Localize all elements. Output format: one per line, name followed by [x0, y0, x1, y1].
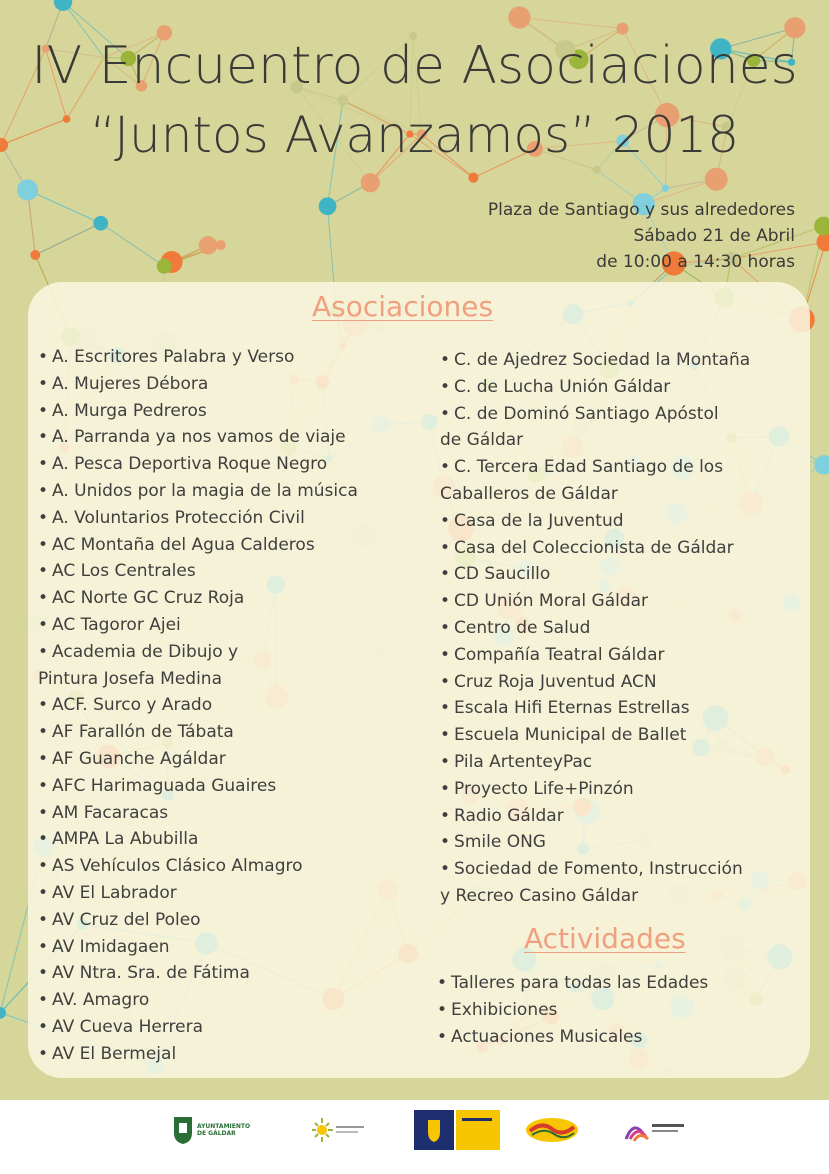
logo1-line1: AYUNTAMIENTO	[197, 1123, 251, 1130]
bullet-icon: •	[38, 614, 49, 635]
list-item-text: AF Guanche Agáldar	[52, 748, 226, 769]
cabildo-gran-canaria-logo	[414, 1110, 500, 1150]
list-item-text: AF Farallón de Tábata	[52, 722, 234, 743]
bullet-icon: •	[38, 534, 49, 555]
network-node	[468, 173, 478, 183]
list-item-text: Centro de Salud	[454, 617, 591, 638]
list-item-text: Pintura Josefa Medina	[38, 668, 222, 689]
list-item	[38, 692, 428, 719]
list-item	[440, 749, 810, 776]
list-item	[38, 800, 428, 827]
bullet-icon: •	[38, 427, 49, 448]
list-item	[437, 1024, 807, 1051]
list-item	[38, 773, 428, 800]
list-item-text: CD Saucillo	[454, 564, 551, 585]
list-item-text: Exhibiciones	[451, 999, 558, 1020]
actividades-list	[437, 970, 807, 1050]
bullet-icon: •	[38, 829, 49, 850]
bullet-icon: •	[437, 973, 448, 993]
ayuntamiento-galdar-logo	[172, 1110, 250, 1150]
list-item-text: Academia de Dibujo y	[52, 641, 239, 662]
list-item-text: Pila ArtenteyPac	[454, 751, 593, 772]
list-item-text: AFC Harimaguada Guaires	[52, 775, 277, 796]
list-item	[38, 639, 428, 666]
list-item	[38, 344, 428, 371]
list-item-text: AV Imidagaen	[52, 936, 170, 957]
list-item-text: AM Facaracas	[52, 802, 169, 823]
list-item	[440, 829, 810, 856]
list-item-text: Sociedad de Fomento, Instrucción	[454, 859, 743, 880]
partner-logo-5	[622, 1110, 688, 1150]
network-link	[101, 223, 164, 266]
bullet-icon: •	[38, 641, 49, 662]
list-item	[38, 746, 428, 773]
sunburst-logo-icon	[312, 1115, 366, 1145]
bullet-icon: •	[38, 748, 49, 769]
list-item-text: AV. Amagro	[52, 990, 150, 1011]
list-item	[440, 856, 810, 883]
list-item-text: A. Pesca Deportiva Roque Negro	[52, 454, 328, 475]
list-item	[440, 427, 810, 454]
list-item-text: Escuela Municipal de Ballet	[454, 725, 687, 746]
list-item	[38, 558, 428, 585]
bullet-icon: •	[437, 1026, 448, 1047]
list-item	[38, 934, 428, 961]
network-node	[337, 95, 348, 106]
list-item	[440, 615, 810, 642]
list-item	[38, 826, 428, 853]
event-venue-info	[488, 197, 795, 275]
list-item-text: AC Norte GC Cruz Roja	[52, 588, 245, 609]
list-item	[38, 853, 428, 880]
list-item	[440, 481, 810, 508]
bullet-icon: •	[38, 347, 49, 367]
list-item-text: AMPA La Abubilla	[52, 829, 199, 850]
bullet-icon: •	[440, 376, 451, 397]
list-item	[38, 987, 428, 1014]
list-item	[440, 535, 810, 562]
list-item	[440, 561, 810, 588]
list-item	[440, 642, 810, 669]
list-item	[38, 398, 428, 425]
network-node	[0, 1007, 6, 1019]
list-item-text: AS Vehículos Clásico Almagro	[52, 856, 303, 877]
list-item	[440, 401, 810, 428]
list-item	[38, 880, 428, 907]
network-node	[705, 168, 728, 191]
bullet-icon: •	[440, 537, 451, 558]
network-node	[199, 236, 217, 254]
logo1-line2: DE GÁLDAR	[197, 1130, 236, 1137]
list-item	[437, 997, 807, 1024]
list-item	[38, 1041, 428, 1068]
network-node	[54, 0, 72, 11]
bullet-icon: •	[38, 373, 49, 394]
list-item	[440, 803, 810, 830]
network-node	[30, 250, 40, 260]
list-item-text: C. Tercera Edad Santiago de los	[454, 457, 724, 478]
network-node	[17, 179, 38, 200]
list-item-text: A. Escritores Palabra y Verso	[52, 347, 295, 367]
list-item-text: Casa del Coleccionista de Gáldar	[454, 537, 734, 558]
bullet-icon: •	[38, 1016, 49, 1037]
list-item-text: AV Cueva Herrera	[52, 1016, 204, 1037]
network-node	[616, 23, 628, 35]
venue-time: de 10:00 a 14:30 horas	[596, 252, 795, 272]
network-node	[662, 185, 669, 192]
list-item-text: ACF. Surco y Arado	[52, 695, 213, 716]
list-item-text: A. Murga Pedreros	[52, 400, 207, 421]
bullet-icon: •	[440, 805, 451, 826]
network-node	[592, 166, 601, 175]
network-node	[157, 259, 172, 274]
list-item-text: A. Parranda ya nos vamos de viaje	[52, 427, 346, 448]
network-link	[28, 190, 101, 223]
asociaciones-heading: Asociaciones	[312, 290, 494, 323]
list-item	[38, 505, 428, 532]
bullet-icon: •	[38, 936, 49, 957]
bullet-icon: •	[440, 778, 451, 799]
list-item-text: C. de Ajedrez Sociedad la Montaña	[454, 350, 751, 370]
list-item	[38, 371, 428, 398]
partner-logo-2	[312, 1110, 366, 1150]
bullet-icon: •	[38, 588, 49, 609]
bullet-icon: •	[38, 561, 49, 582]
bullet-icon: •	[440, 859, 451, 880]
list-item-text: AC Los Centrales	[52, 561, 196, 582]
bullet-icon: •	[38, 507, 49, 528]
bullet-icon: •	[38, 909, 49, 930]
event-title-line2: “Juntos Avanzamos” 2018	[89, 106, 740, 164]
bullet-icon: •	[440, 350, 451, 370]
bullet-icon: •	[440, 591, 451, 612]
list-item-text: AV El Labrador	[52, 882, 177, 903]
bullet-icon: •	[440, 457, 451, 478]
bullet-icon: •	[38, 775, 49, 796]
list-item-text: Actuaciones Musicales	[451, 1026, 643, 1047]
bullet-icon: •	[440, 617, 451, 638]
cabildo-emblem-icon	[414, 1110, 500, 1150]
network-link	[35, 223, 100, 255]
list-item	[38, 478, 428, 505]
list-item	[440, 588, 810, 615]
list-item-text: Compañía Teatral Gáldar	[454, 644, 665, 665]
bullet-icon: •	[440, 564, 451, 585]
list-item	[38, 424, 428, 451]
list-item-text: AC Montaña del Agua Calderos	[52, 534, 315, 555]
network-link	[519, 18, 622, 29]
list-item	[38, 532, 428, 559]
network-node	[508, 6, 530, 28]
bullet-icon: •	[38, 722, 49, 743]
network-node	[319, 197, 337, 215]
list-item	[38, 612, 428, 639]
asociaciones-list-left	[38, 344, 428, 1068]
partner-logo-4	[524, 1110, 580, 1150]
list-item-text: Smile ONG	[454, 832, 546, 853]
venue-location: Plaza de Santiago y sus alrededores	[487, 200, 795, 220]
bullet-icon: •	[38, 882, 49, 903]
event-title-line1: IV Encuentro de Asociaciones	[31, 36, 798, 96]
list-item-text: Cruz Roja Juventud ACN	[454, 671, 657, 692]
bullet-icon: •	[440, 403, 451, 424]
list-item	[440, 508, 810, 535]
network-node	[814, 455, 829, 474]
bullet-icon: •	[38, 963, 49, 984]
bullet-icon: •	[440, 644, 451, 665]
bullet-icon: •	[38, 480, 49, 501]
list-item-text: y Recreo Casino Gáldar	[440, 885, 639, 906]
list-item-text: Caballeros de Gáldar	[440, 483, 618, 504]
bullet-icon: •	[440, 725, 451, 746]
list-item-text: A. Voluntarios Protección Civil	[52, 507, 305, 528]
bullet-icon: •	[38, 1043, 49, 1064]
list-item	[437, 970, 807, 997]
asociaciones-list-right	[440, 347, 810, 910]
network-node	[814, 217, 829, 236]
bullet-icon: •	[440, 751, 451, 772]
list-item	[440, 374, 810, 401]
list-item	[440, 695, 810, 722]
bullet-icon: •	[38, 802, 49, 823]
bullet-icon: •	[38, 695, 49, 716]
list-item	[38, 585, 428, 612]
network-node	[93, 216, 108, 231]
network-node	[361, 173, 380, 192]
bullet-icon: •	[440, 510, 451, 531]
list-item	[440, 883, 810, 910]
list-item-text: C. de Lucha Unión Gáldar	[454, 376, 671, 397]
list-item-text: A. Unidos por la magia de la música	[52, 480, 358, 501]
galdar-shield-icon	[172, 1115, 194, 1145]
list-item-text: AV El Bermejal	[52, 1043, 177, 1064]
bullet-icon: •	[38, 400, 49, 421]
actividades-heading: Actividades	[524, 922, 686, 955]
bullet-icon: •	[38, 990, 49, 1011]
bullet-icon: •	[440, 671, 451, 692]
venue-date: Sábado 21 de Abril	[633, 226, 795, 246]
list-item	[38, 666, 428, 693]
list-item-text: AV Cruz del Poleo	[52, 909, 201, 930]
list-item-text: Radio Gáldar	[454, 805, 564, 826]
bullet-icon: •	[440, 698, 451, 719]
list-item-text: CD Unión Moral Gáldar	[454, 591, 649, 612]
list-item-text: AC Tagoror Ajei	[52, 614, 181, 635]
list-item-text: A. Mujeres Débora	[52, 373, 209, 394]
list-item	[38, 451, 428, 478]
list-item	[38, 1014, 428, 1041]
list-item	[440, 776, 810, 803]
list-item	[440, 454, 810, 481]
list-item-text: Escala Hifi Eternas Estrellas	[454, 698, 690, 719]
list-item	[38, 960, 428, 987]
list-item	[38, 907, 428, 934]
list-item	[38, 719, 428, 746]
list-item-text: AV Ntra. Sra. de Fátima	[52, 963, 250, 984]
list-item-text: Proyecto Life+Pinzón	[454, 778, 634, 799]
list-item-text: Talleres para todas las Edades	[451, 973, 709, 993]
list-item	[440, 669, 810, 696]
colorful-arcs-logo-icon	[622, 1115, 688, 1145]
bullet-icon: •	[38, 454, 49, 475]
list-item	[440, 722, 810, 749]
list-item-text: C. de Dominó Santiago Apóstol	[454, 403, 719, 424]
list-item-text: Casa de la Juventud	[454, 510, 624, 531]
list-item-text: de Gáldar	[440, 430, 524, 451]
bullet-icon: •	[437, 999, 448, 1020]
bullet-icon: •	[38, 856, 49, 877]
bullet-icon: •	[440, 832, 451, 853]
list-item	[440, 347, 810, 374]
red-wave-logo-icon	[524, 1113, 580, 1147]
